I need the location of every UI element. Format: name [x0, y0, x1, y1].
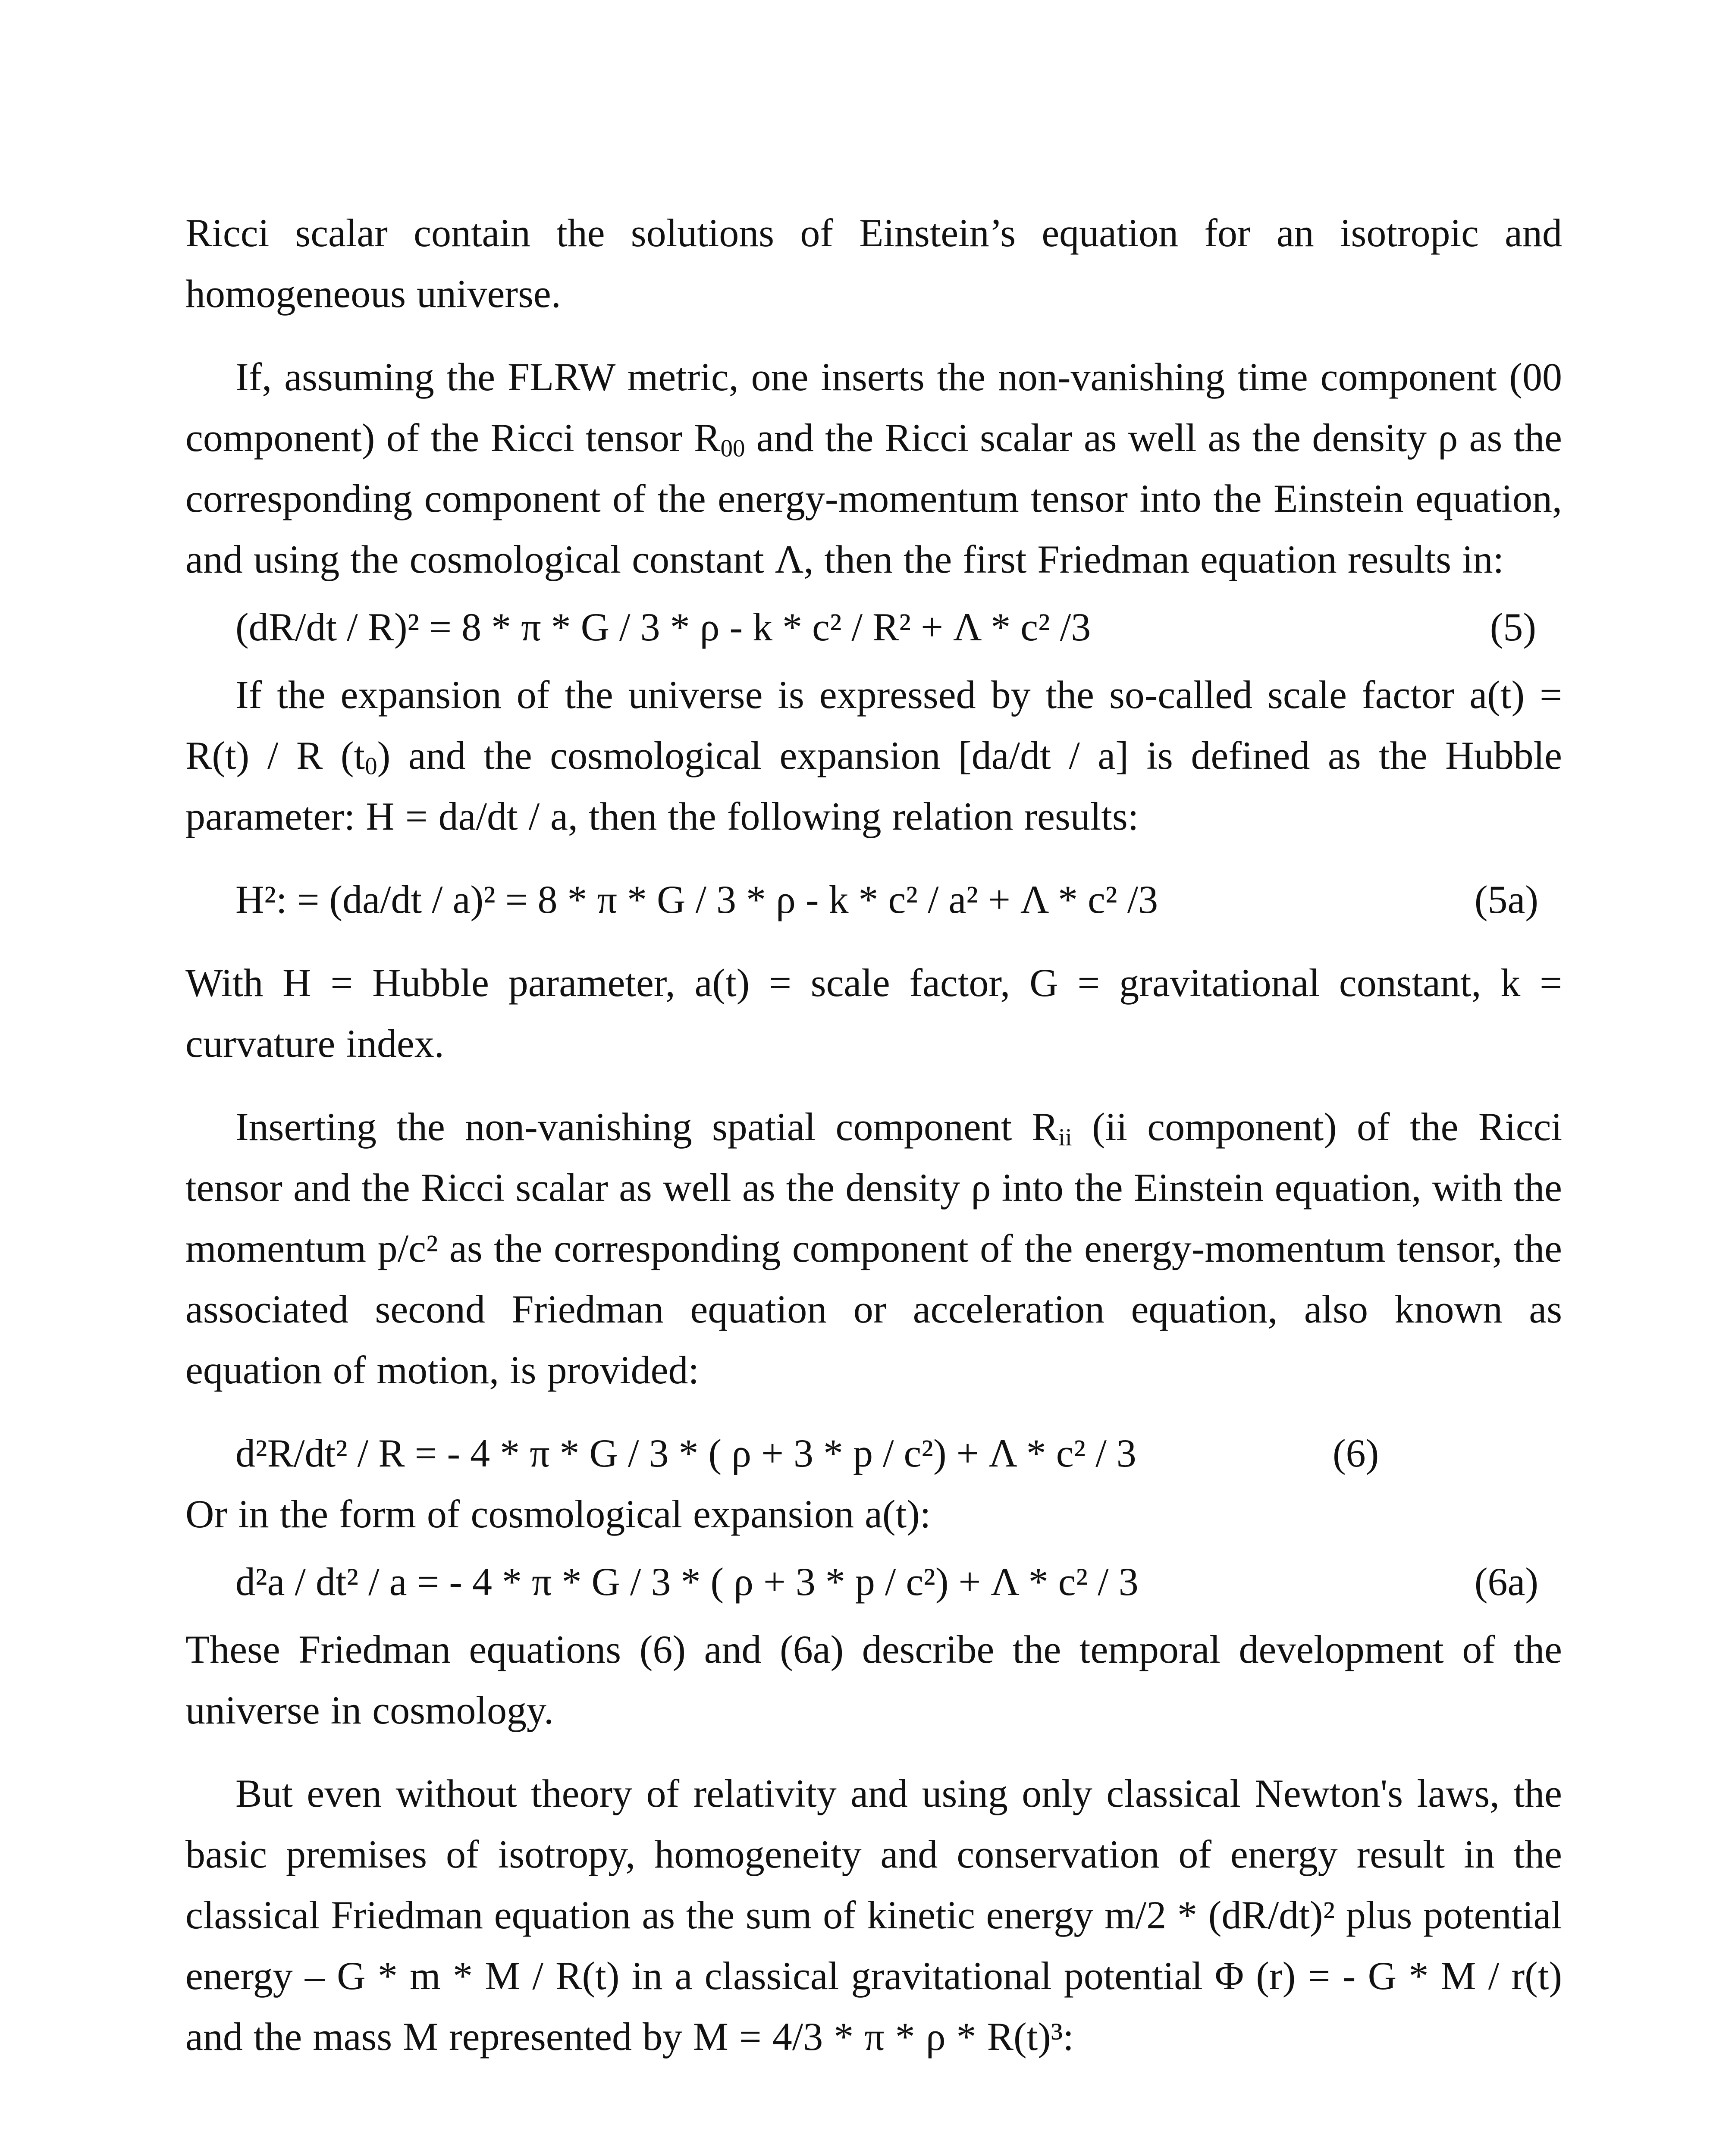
- equation-number: (5): [1490, 605, 1536, 649]
- equation-text: d²a / dt² / a = - 4 * π * G / 3 * ( ρ + 3 * p / c²) + Λ * c² / 3: [235, 1560, 1139, 1604]
- equation-number: (5a): [1474, 877, 1538, 921]
- paragraph-text: and the Ricci scalar as well as the density ρ as the corresponding component of the energy-momentum tensor into the Einstein equation, and using the cosmological constant Λ, then the first Friedman equation results in:: [185, 416, 1562, 581]
- equation-6a: [185, 1551, 1562, 1612]
- subscript: ii: [1058, 1124, 1072, 1151]
- paragraph-newtonian-derivation: But even without theory of relativity and using only classical Newton's laws, the basic premises of isotropy, homogeneity and conservation of energy result in the classical Friedman equation as the sum of kinetic energy m/2 * (dR/dt)² plus potential energy – G * m * M / R(t) in a classical gravitational potential Φ (r) = - G * M / r(t) and the mass M represented by M = 4/3 * π * ρ * R(t)³:: [185, 1771, 1562, 2059]
- equation-number: (6a): [1474, 1560, 1538, 1604]
- page-body: [185, 203, 1562, 2067]
- equation-text: d²R/dt² / R = - 4 * π * G / 3 * ( ρ + 3 * p / c²) + Λ * c² / 3: [235, 1431, 1136, 1475]
- subscript: 0: [365, 752, 377, 780]
- paragraph-text: ) and the cosmological expansion [da/dt / a] is defined as the Hubble parameter: H = da/dt / a, then the following relation results:: [185, 733, 1562, 838]
- equation-5: [185, 597, 1562, 658]
- equation-text: (dR/dt / R)² = 8 * π * G / 3 * ρ - k * c² / R² + Λ * c² /3: [235, 605, 1091, 649]
- subscript: 00: [720, 435, 745, 462]
- paragraph-second-friedman-intro: [185, 1097, 1562, 1401]
- equation-5a: [185, 869, 1562, 930]
- paragraph-friedman-summary: These Friedman equations (6) and (6a) describe the temporal development of the universe in cosmology.: [185, 1627, 1562, 1732]
- paragraph-ricci-scalar: Ricci scalar contain the solutions of Einstein’s equation for an isotropic and homogeneous universe.: [185, 211, 1562, 316]
- equation-number: (6): [1333, 1431, 1379, 1475]
- paragraph-cosmological-expansion: Or in the form of cosmological expansion a(t):: [185, 1492, 931, 1536]
- paragraph-text: (ii component) of the Ricci tensor and the Ricci scalar as well as the density ρ into the Einstein equation, with the momentum p/c² as the corresponding component of the energy-momentum tensor, the associated second Friedman equation or acceleration equation, also known as equation of motion, is provided:: [185, 1105, 1562, 1392]
- paragraph-text: If the expansion of the universe is expressed by the so-called scale factor a(t) = R(t) / R (t: [185, 673, 1562, 777]
- paragraph-scale-factor: [185, 664, 1562, 847]
- paragraph-first-friedman-intro: [185, 347, 1562, 590]
- equation-6: [185, 1423, 1562, 1484]
- paragraph-text: Inserting the non-vanishing spatial component R: [235, 1105, 1059, 1149]
- equation-text: H²: = (da/dt / a)² = 8 * π * G / 3 * ρ - k * c² / a² + Λ * c² /3: [235, 877, 1158, 921]
- paragraph-text: If, assuming the FLRW metric, one inserts the non-vanishing time component (00 component) of the Ricci tensor R: [185, 355, 1562, 460]
- paragraph-symbol-definitions: With H = Hubble parameter, a(t) = scale factor, G = gravitational constant, k = curvature index.: [185, 961, 1562, 1065]
